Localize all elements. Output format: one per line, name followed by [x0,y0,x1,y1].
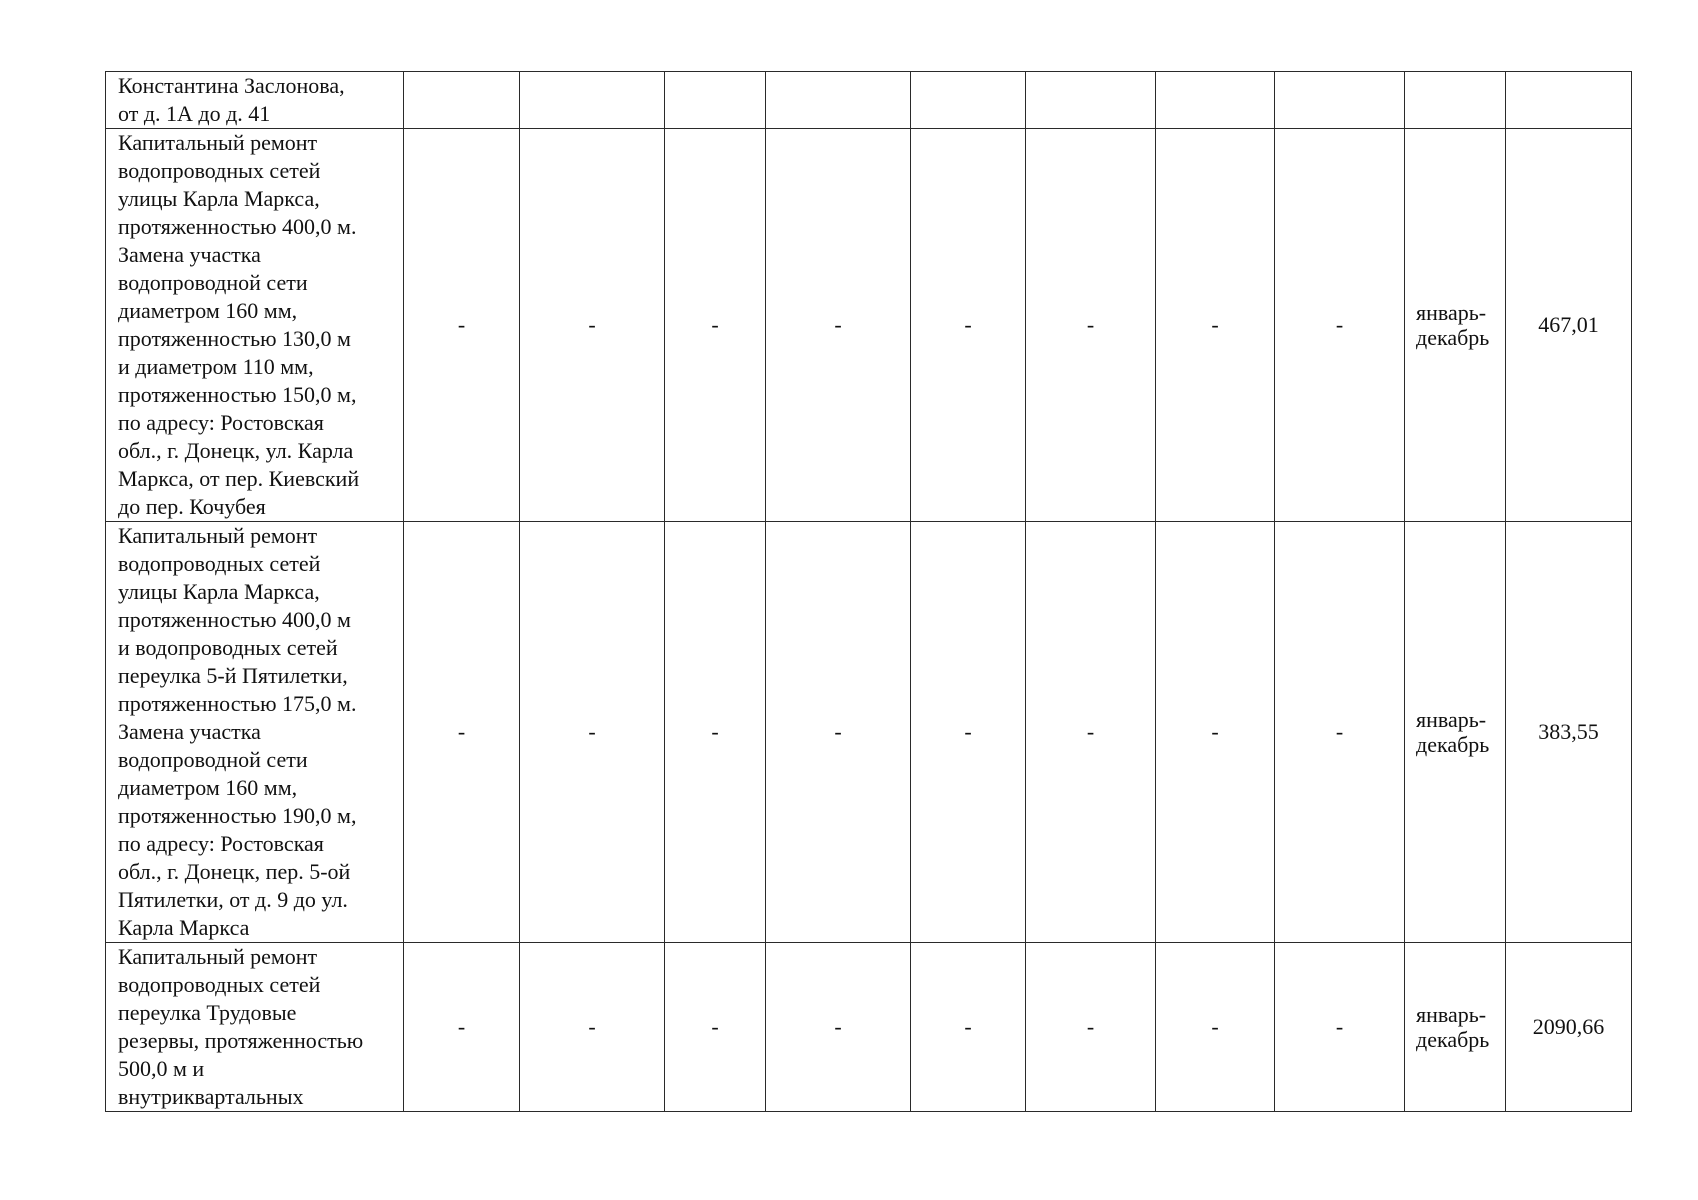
mark-cell [911,72,1026,129]
period-cell [1405,72,1506,129]
mark-cell: - [1156,943,1275,1112]
table-row [106,943,1632,1112]
mark-cell: - [1275,129,1405,522]
mark-cell [766,72,911,129]
mark-cell: - [1156,522,1275,943]
mark-cell: - [520,943,665,1112]
mark-cell: - [404,943,520,1112]
mark-cell: - [1026,129,1156,522]
table-row [106,129,1632,522]
mark-cell: - [404,522,520,943]
mark-cell: - [766,943,911,1112]
work-description: Константина Заслонова, от д. 1А до д. 41 [106,72,404,129]
mark-cell [404,72,520,129]
mark-cell: - [665,129,766,522]
mark-cell: - [911,943,1026,1112]
work-description: Капитальный ремонт водопроводных сетей улицы Карла Маркса, протяженностью 400,0 м. Замена участка водопроводной сети диаметром 160 мм, протяженностью 130,0 м и диаметром 110 мм, протяженностью 150,0 м, по адресу: Ростовская обл., г. Донецк, ул. Карла Маркса, от пер. Киевский до пер. Кочубея [106,129,404,522]
mark-cell: - [1156,129,1275,522]
mark-cell: - [665,943,766,1112]
table-row [106,522,1632,943]
works-table [105,71,1632,1112]
mark-cell: - [404,129,520,522]
period-cell: январь- декабрь [1405,943,1506,1112]
mark-cell: - [1275,943,1405,1112]
table-row [106,72,1632,129]
period-cell: январь- декабрь [1405,129,1506,522]
amount-cell: 2090,66 [1506,943,1632,1112]
amount-cell [1506,72,1632,129]
mark-cell: - [1026,522,1156,943]
period-cell: январь- декабрь [1405,522,1506,943]
work-description: Капитальный ремонт водопроводных сетей улицы Карла Маркса, протяженностью 400,0 м и водопроводных сетей переулка 5-й Пятилетки, протяженностью 175,0 м. Замена участка водопроводной сети диаметром 160 мм, протяженностью 190,0 м, по адресу: Ростовская обл., г. Донецк, пер. 5-ой Пятилетки, от д. 9 до ул. Карла Маркса [106,522,404,943]
amount-cell: 383,55 [1506,522,1632,943]
mark-cell: - [1026,943,1156,1112]
mark-cell: - [911,522,1026,943]
mark-cell: - [766,522,911,943]
mark-cell: - [911,129,1026,522]
work-description: Капитальный ремонт водопроводных сетей переулка Трудовые резервы, протяженностью 500,0 м и внутриквартальных [106,943,404,1112]
amount-cell: 467,01 [1506,129,1632,522]
mark-cell [665,72,766,129]
mark-cell: - [766,129,911,522]
mark-cell [1275,72,1405,129]
mark-cell: - [1275,522,1405,943]
mark-cell: - [520,129,665,522]
mark-cell [520,72,665,129]
mark-cell: - [665,522,766,943]
mark-cell: - [520,522,665,943]
mark-cell [1156,72,1275,129]
mark-cell [1026,72,1156,129]
